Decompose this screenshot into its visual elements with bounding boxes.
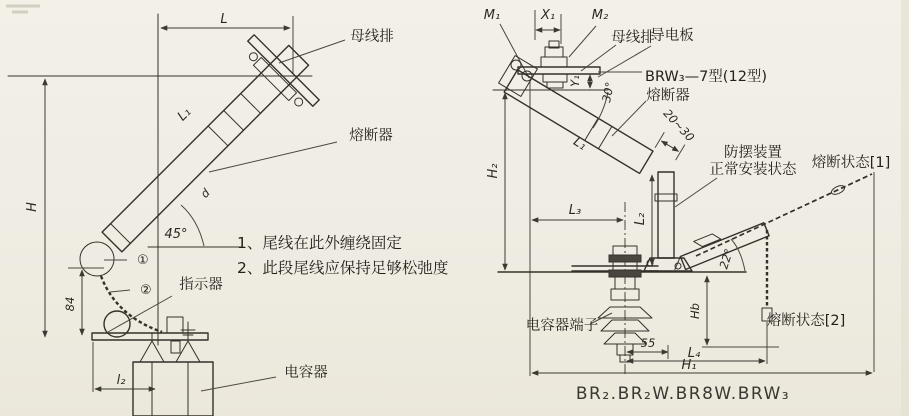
right-fuse-label: 熔断器	[646, 88, 690, 104]
capacitor-label: 电容器	[284, 365, 328, 381]
tail-wire	[101, 276, 162, 332]
antiswing-leader	[675, 178, 717, 207]
marker-1: ①	[137, 253, 149, 268]
dim-gap-label: 20~30	[660, 106, 698, 145]
dim-l2-label: l₂	[116, 373, 126, 388]
antiswing-label: 防摆装置	[724, 145, 782, 161]
dim-M2-label: M₂	[591, 8, 609, 23]
indicator-ball	[80, 242, 114, 276]
right-fuse-leader	[612, 101, 646, 136]
angle-22-label: 22°	[716, 246, 737, 271]
left-busbar-clamp	[253, 57, 296, 100]
caption: BR₂.BR₂W.BR8W.BRW₃	[575, 384, 791, 404]
left-busbar-leader	[279, 40, 345, 63]
blown-state1-wire	[696, 174, 872, 256]
indicator-leader	[108, 296, 172, 332]
marker-2-leader	[110, 290, 130, 292]
capterm-label: 电容器端子	[525, 318, 599, 334]
dim-55-label: 55	[640, 336, 656, 350]
blown-state1-label: 熔断状态[1]	[811, 155, 891, 171]
dim-L2-label: L₂	[633, 212, 648, 226]
dim-H-label: H	[25, 202, 40, 212]
dim-X1-label: X₁	[540, 8, 556, 23]
note-1: 1、尾线在此外缠绕固定	[237, 234, 402, 252]
blown-state2-label: 熔断状态[2]	[766, 313, 846, 329]
dim-L4-label: L₄	[687, 346, 701, 361]
dim-d-label: d	[197, 185, 213, 201]
dim-L-label: L	[220, 12, 228, 27]
angle-30-label: 30°	[599, 80, 618, 104]
note-2: 2、此段尾线应保持足够松弛度	[237, 259, 449, 277]
dim-H2-label: H₂	[486, 163, 501, 179]
indicator-label: 指示器	[179, 277, 223, 293]
indicator-mechanism	[92, 311, 208, 362]
conductive-plate-label: 导电板	[650, 28, 694, 44]
right-diagram	[484, 8, 890, 404]
marker-2: ②	[140, 283, 152, 298]
dim-Y1-label: Y₁	[568, 75, 582, 87]
left-busbar-label: 母线排	[350, 29, 394, 45]
dim-L1-left-label: L₁	[174, 104, 195, 125]
dim-84-label: 84	[63, 296, 77, 312]
normal-state-label: 正常安装状态	[709, 162, 797, 178]
dim-M2-leader	[569, 26, 596, 57]
left-diagram	[8, 12, 448, 416]
model-label: BRW₃—7型(12型)	[645, 69, 768, 85]
dim-L1-right-label: L₁	[570, 134, 590, 154]
dim-H1-label: H₁	[681, 358, 697, 373]
capacitor-leader	[201, 377, 276, 391]
left-fuse-label: 熔断器	[349, 128, 393, 144]
right-busbar-label: 母线排	[611, 30, 655, 46]
angle-45-label: 45°	[164, 227, 188, 242]
anti-swing-column	[644, 172, 692, 271]
dim-M1-label: M₁	[483, 8, 501, 23]
scan-noise	[6, 0, 909, 416]
dim-Hb-label: Hb	[688, 303, 702, 319]
dim-L3-label: L₃	[568, 203, 582, 218]
